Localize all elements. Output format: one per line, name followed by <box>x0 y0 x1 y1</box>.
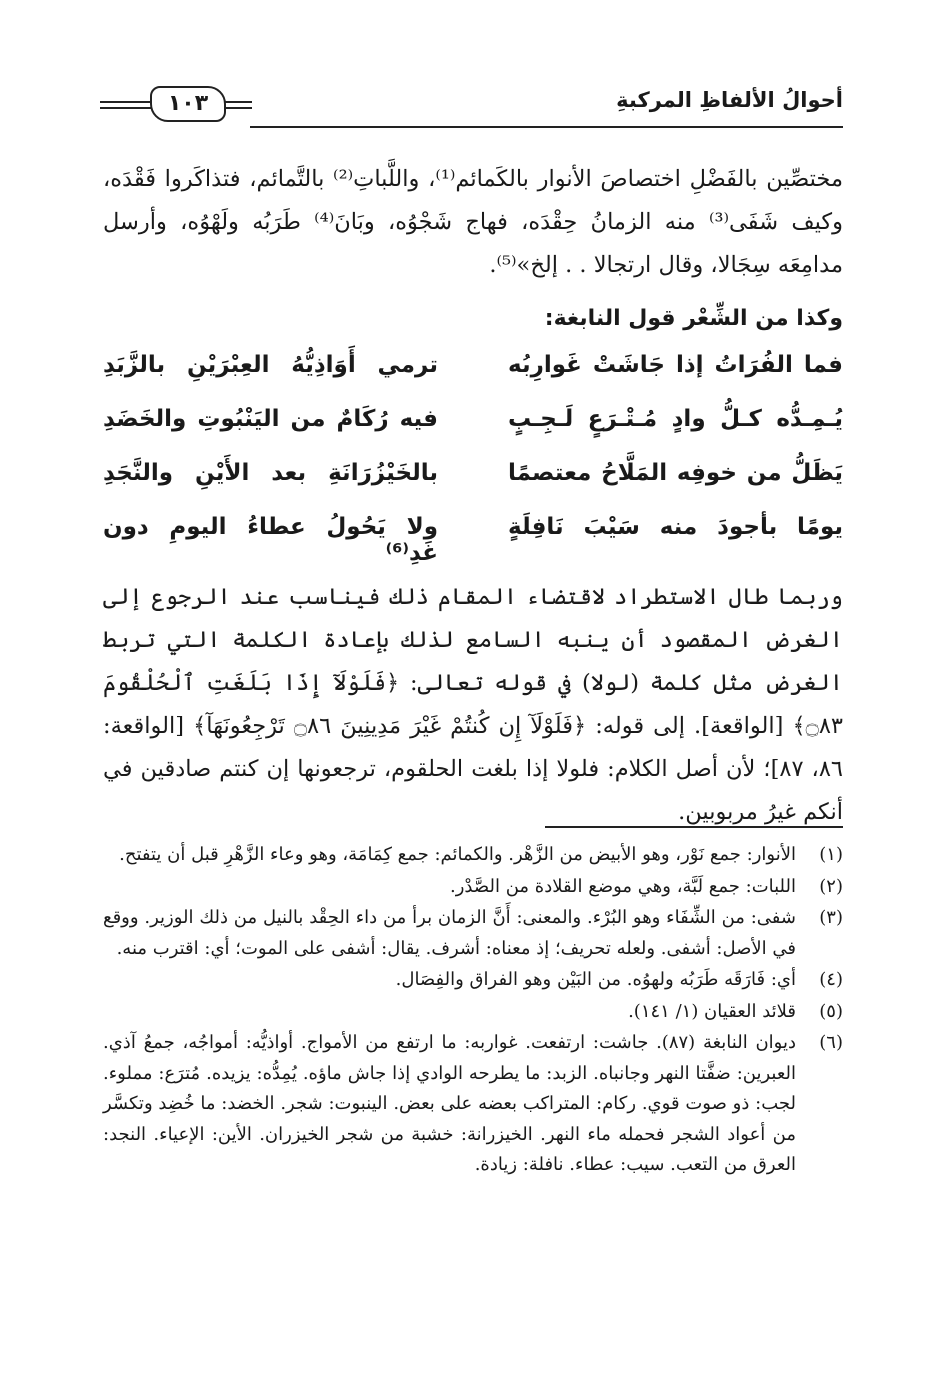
first-hemistich: فما الفُرَاتُ إذا جَاشَتْ غَوارِبُه <box>508 352 843 378</box>
footnote <box>103 997 843 1028</box>
footnote-text: اللبات: جمع لَبَّة، وهي موضع القلادة من الصَّدْر. <box>450 875 796 897</box>
footnote <box>103 965 843 996</box>
footnote-text: قلائد العقيان (١/ ١٤١). <box>628 1000 796 1022</box>
footnote-text: ديوان النابغة (٨٧). جاشت: ارتفعت. غواربه: ما ارتفع من الأمواج. أواذيُّه: أمواجُه، جمعُ آذي. العبرين: ضفَّتا النهر وجانباه. الزبد: ما يطرحه الوادي إذا جاش ماؤه. يُمِدُّه: يزيده. مُترَع: مملوء. لجب: ذو صوت قوي. ركام: المتراكب بعضه على بعض. الينبوت: شجر. الخضد: ما خُضِد وتكسَّر من أعواد الشجر فحمله ماء النهر. الخيزرانة: خشبة من شجر الخيزران. الأين: الإعياء. النجد: العرق من التعب. سيب: عطاء. نافلة: زيادة. <box>103 1032 796 1175</box>
footnote-number: (٥) <box>819 1000 843 1022</box>
verse <box>103 406 843 460</box>
footnote-text: أي: فَارَقَه طَرَبُه ولهوُه. من البَيْن وهو الفراق والفِصَال. <box>395 969 796 990</box>
footnote-number: (٢) <box>819 875 843 897</box>
page-number: ١٠٣ <box>150 86 226 122</box>
first-hemistich: يومًا بأجودَ منه سَيْبَ نَافِلَةٍ <box>508 514 843 540</box>
footnote <box>103 840 843 871</box>
header-rule <box>250 126 843 128</box>
poem <box>103 352 843 568</box>
first-hemistich: يُـمِـدُّه كـلُّ وادٍ مُـتْـرَعٍ لَـجِـبٍ <box>508 406 843 432</box>
footnote <box>103 872 843 903</box>
page-number-ornament <box>100 86 252 122</box>
poem-intro: وكذا من الشِّعْر قول النابغة: <box>544 306 843 331</box>
footnote-number: (٦) <box>819 1032 843 1053</box>
footnotes <box>103 840 843 1182</box>
verse <box>103 460 843 514</box>
footnote-text: شفى: من الشِّفَاء وهو البُرْء. والمعنى: أَنَّ الزمان برأ من داء الحِقْد بالنيل من ذلك الوزير. ووقع في الأصل: أشفى. ولعله تحريف؛ إذ معناه: أشرف. يقال: أشفى على الموت؛ أي: اقترب منه. <box>103 907 796 959</box>
footnote-number: (١) <box>819 844 843 865</box>
running-head: أحوالُ الألفاظِ المركبةِ <box>616 88 843 112</box>
footnote-rule <box>545 826 843 828</box>
footnote-text: الأنوار: جمع نَوْر، وهو الأبيض من الزَّهْر. والكمائم: جمع كِمَامَة، وهو وعاء الزَّهْرِ قبل أن يتفتح. <box>119 844 796 865</box>
footnote <box>103 903 843 964</box>
footnote <box>103 1028 843 1181</box>
second-hemistich: بالخَيْزُرَانَةِ بعد الأَيْنِ والنَّجَدِ <box>103 460 438 486</box>
second-hemistich: ترمي أَوَاذِيُّهُ العِبْرَيْنِ بالزَّبَدِ <box>103 352 438 378</box>
footnote-number: (٣) <box>819 907 843 928</box>
second-hemistich: فيه رُكَامٌ من اليَنْبُوتِ والخَضَدِ <box>103 406 438 432</box>
body-paragraph: مختصِّين بالفَضْلِ اختصاصَ الأنوار بالكَمائم⁽¹⁾، واللَّباتِ⁽²⁾ بالتَّمائم، فتذاكَروا فَقْدَه، وكيف شَفَى⁽³⁾ منه الزمانُ حِقْدَه، فهاج شَجْوُه، وبَانَ⁽⁴⁾ طَرَبُه ولَهْوُه، وأرسل مدامِعَه سِجَالا، وقال ارتجالا . . إلخ»⁽⁵⁾. <box>103 166 843 278</box>
footnote-number: (٤) <box>819 969 843 990</box>
first-hemistich: يَظَلُّ من خوفِه المَلَّاحُ معتصمًا <box>508 460 843 486</box>
body-paragraph: وربما طال الاستطراد لاقتضاء المقام ذلك فيناسب عند الرجوع إلى الغرض المقصود أن ينبه السامع لذلك بإعادة الكلمة التي تربط الغرض مثل كلمة (لولا) في قوله تعالى: ﴿فَلَوْلَآ إِذَا بَلَغَتِ ٱلْحُلْقُومَ ۝٨٣﴾ [الواقعة]. إلى قوله: ﴿فَلَوْلَآ إِن كُنتُمْ غَيْرَ مَدِينِينَ ۝٨٦ تَرْجِعُونَهَآ﴾ [الواقعة: ٨٦، ٨٧]؛ لأن أصل الكلام: فلولا إذا بلغت الحلقوم، ترجعونها إن كنتم صادقين في أنكم غيرُ مربوبين. <box>103 584 843 825</box>
verse <box>103 352 843 406</box>
page-header <box>100 84 843 128</box>
verse <box>103 514 843 568</box>
second-hemistich: ولا يَحُولُ عطاءُ اليومِ دون غَدِ⁽⁶⁾ <box>103 514 438 566</box>
